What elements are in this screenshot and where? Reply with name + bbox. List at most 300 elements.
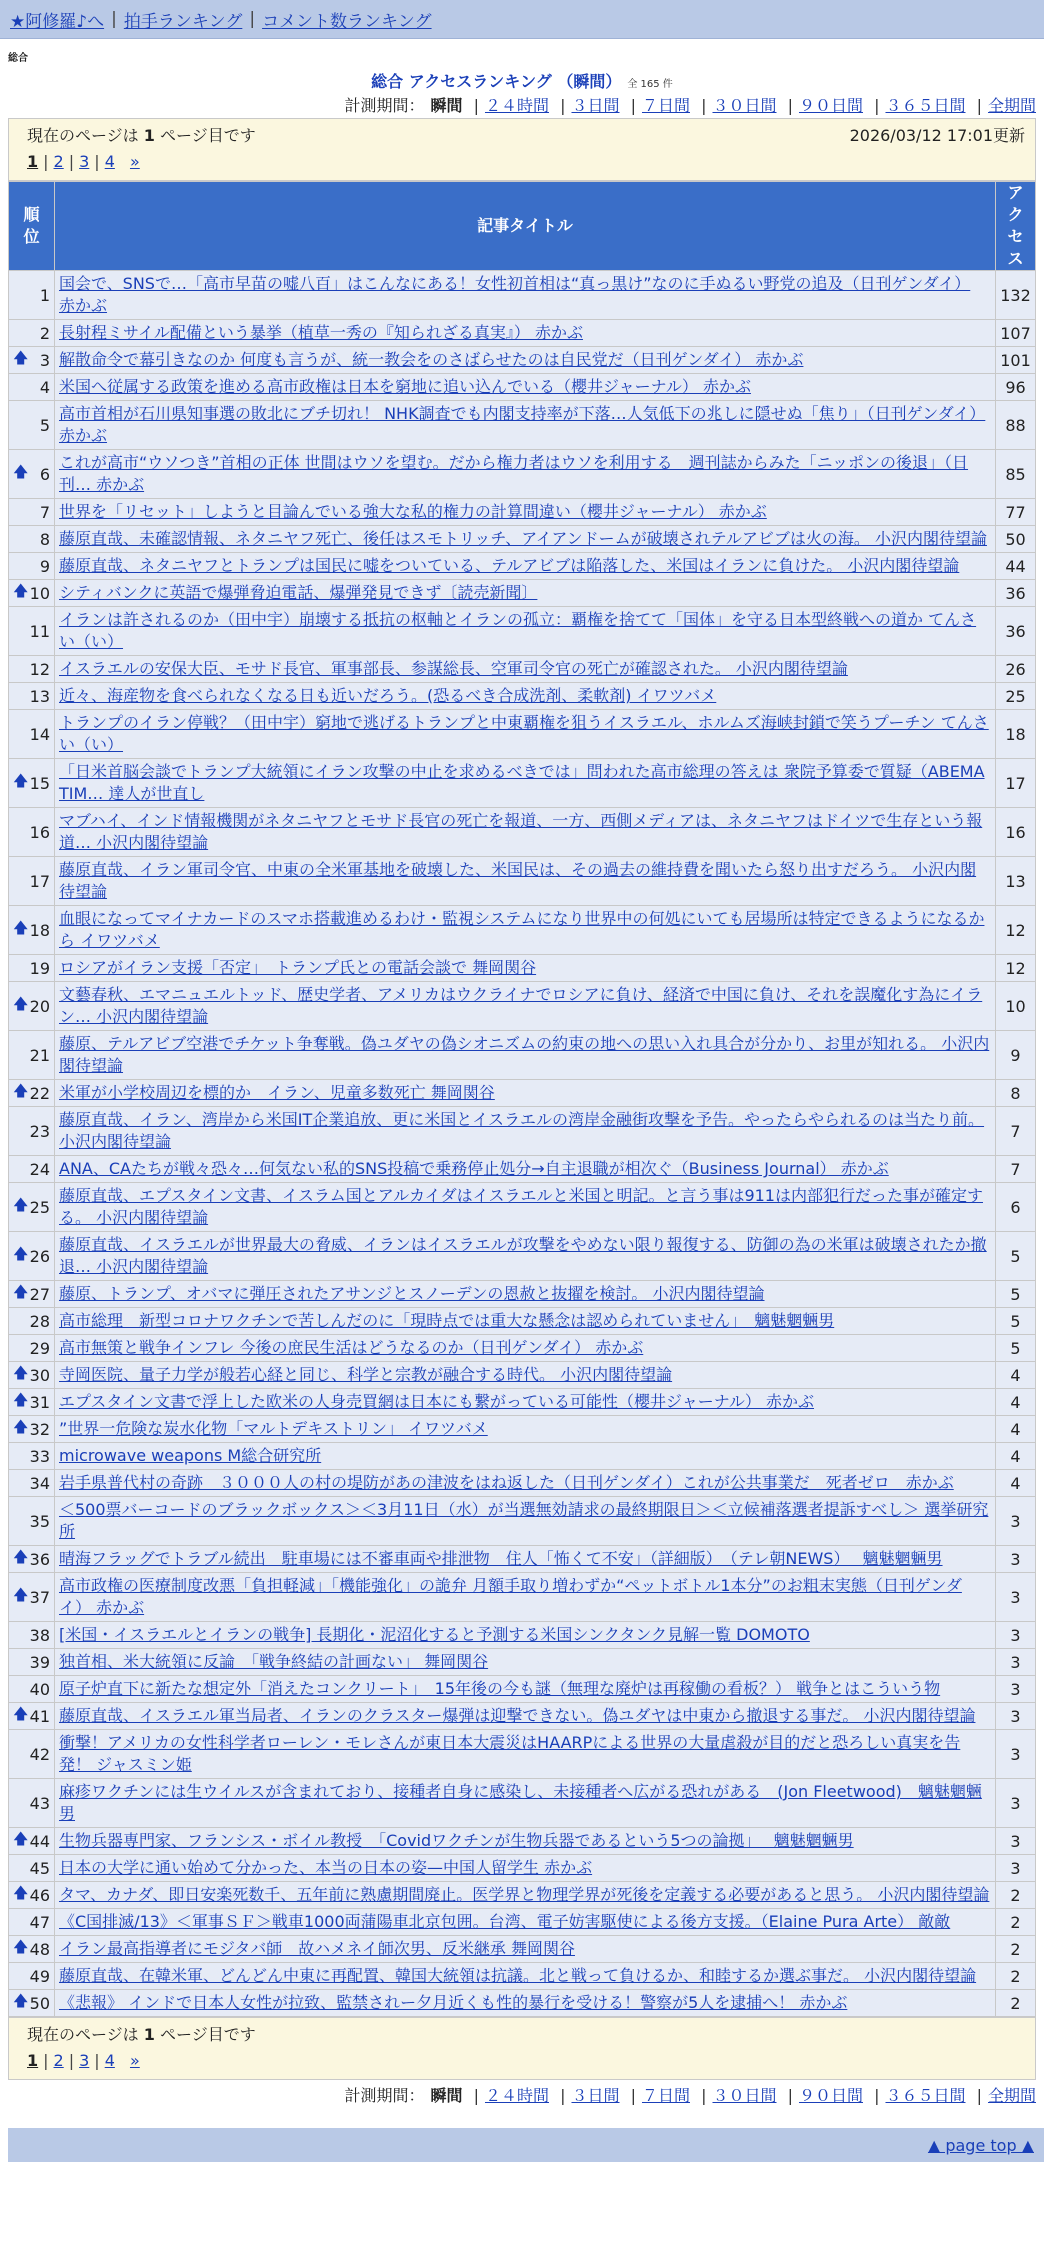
article-title-link[interactable]: 解散命令で幕引きなのか 何度も言うが、統一教会をのさばらせたのは自民党だ（日刊ゲンダイ） 赤かぶ [59,350,804,369]
title-cell [55,857,996,906]
title-cell [55,1156,996,1183]
rank-number: 30 [29,1365,50,1385]
title-cell [55,526,996,553]
up-arrow-icon: 🡅 [13,581,29,600]
rank-number: 32 [29,1419,50,1439]
rank-cell [9,1622,55,1649]
article-title-link[interactable]: 藤原、テルアビブ空港でチケット争奪戦。偽ユダヤの偽シオニズムの約束の地への思い入れ具合が分かり、お里が知れる。 小沢内閣待望論 [59,1034,990,1075]
rank-number: 46 [29,1885,50,1905]
access-count: 2 [996,1936,1036,1963]
table-row [9,906,1036,955]
page-links-bottom: 1 | 2 | 3 | 4 » [27,2051,140,2070]
article-title-link[interactable]: 麻疹ワクチンには生ウイルスが含まれており、接種者自身に感染し、未接種者へ広がる恐れがある (Jon Fleetwood) 魑魅魍魎男 [59,1782,982,1823]
ranking-title: 総合 アクセスランキング （瞬間） [371,72,622,91]
table-row [9,1416,1036,1443]
rank-cell [9,955,55,982]
rank-number: 50 [29,1993,50,2013]
rank-number: 9 [39,556,50,576]
period-option-90d[interactable]: ９０日間 [798,2086,863,2105]
title-cell [55,1232,996,1281]
page-link-2[interactable]: 2 [53,152,64,171]
table-row [9,1936,1036,1963]
article-title-link[interactable]: 高市総理 新型コロナワクチンで苦しんだのに「現時点では重大な懸念は認められていません」 魑魅魍魎男 [59,1311,835,1330]
rank-number: 49 [29,1966,50,1986]
article-title-link[interactable]: マブハイ、インド情報機関がネタニヤフとモサド長官の死亡を報道、一方、西側メディアは、ネタニヤフはドイツで生存という報道… 小沢内閣待望論 [59,811,983,852]
article-title-link[interactable]: 長射程ミサイル配備という暴挙（植草一秀の『知られざる真実』） 赤かぶ [59,323,583,342]
period-option-365d[interactable]: ３６５日間 [885,96,966,115]
nav-separator: | [111,9,117,29]
rank-cell [9,808,55,857]
access-count: 10 [996,982,1036,1031]
rank-cell [9,580,55,607]
table-row [9,857,1036,906]
rank-cell [9,857,55,906]
rank-cell [9,1497,55,1546]
article-title-link[interactable]: 藤原直哉、エプスタイン文書、イスラム国とアルカイダはイスラエルと米国と明記。と言う事は911は内部犯行だった事が確定する。 小沢内閣待望論 [59,1186,983,1227]
rank-number: 19 [29,958,50,978]
rank-number: 41 [29,1706,50,1726]
article-title-link[interactable]: ロシアがイラン支援「否定」 トランプ氏との電話会談で 舞岡関谷 [59,958,537,977]
rank-cell [9,1443,55,1470]
up-arrow-icon: 🡅 [13,1883,29,1902]
title-cell [55,1936,996,1963]
rank-cell [9,401,55,450]
up-arrow-icon: 🡅 [13,1937,29,1956]
title-cell [55,1779,996,1828]
period-current: 瞬間 [430,96,463,115]
title-cell [55,1107,996,1156]
rank-number: 24 [29,1159,50,1179]
title-cell [55,1443,996,1470]
page-status: 現在のページは 1 ページ目です [27,126,256,145]
article-title-link[interactable]: シティバンクに英語で爆弾脅迫電話、爆弾発見できず〔読売新聞〕 [59,583,538,602]
footer-bar [8,2128,1044,2162]
page-status-bottom: 現在のページは 1 ページ目です [27,2025,256,2044]
table-row [9,1882,1036,1909]
table-row [9,1963,1036,1990]
rank-number: 20 [29,996,50,1016]
page-link-4[interactable]: 4 [104,152,115,171]
article-title-link[interactable]: 藤原直哉、イラン軍司令官、中東の全米軍基地を破壊した、米国民は、その過去の維持費を聞いたら怒り出すだろう。 小沢内閣待望論 [59,860,977,901]
rank-cell [9,499,55,526]
article-title-link[interactable]: エプスタイン文書で浮上した欧米の人身売買網は日本にも繋がっている可能性（櫻井ジャーナル） 赤かぶ [59,1392,815,1411]
page-link-2[interactable]: 2 [53,2051,64,2070]
page-links: 1 | 2 | 3 | 4 » [27,152,140,171]
access-count: 3 [996,1703,1036,1730]
rank-cell [9,320,55,347]
rank-number: 1 [39,285,50,305]
access-count: 3 [996,1828,1036,1855]
article-title-link[interactable]: ＜500票バーコードのブラックボックス＞＜3月11日（水）が当選無効請求の最終期限日＞＜立候補落選者提訴すべし＞ 選挙研究所 [59,1500,989,1541]
rank-number: 31 [29,1392,50,1412]
access-count: 44 [996,553,1036,580]
rank-cell [9,1649,55,1676]
page-link-4[interactable]: 4 [104,2051,115,2070]
title-cell [55,1990,996,2017]
title-cell [55,906,996,955]
table-row [9,1281,1036,1308]
category-label: 総合 [8,53,28,64]
period-option-24h[interactable]: ２４時間 [484,2086,549,2105]
article-title-link[interactable]: 高市無策と戦争インフレ 今後の庶民生活はどうなるのか（日刊ゲンダイ） 赤かぶ [59,1338,644,1357]
period-option-all[interactable]: 全期間 [987,96,1036,115]
table-row [9,553,1036,580]
title-cell [55,1676,996,1703]
period-option-7d[interactable]: ７日間 [641,96,690,115]
access-count: 4 [996,1443,1036,1470]
access-count: 132 [996,271,1036,320]
table-row [9,1232,1036,1281]
table-row [9,1080,1036,1107]
rank-cell [9,347,55,374]
table-row [9,1470,1036,1497]
period-option-all[interactable]: 全期間 [987,2086,1036,2105]
table-row [9,1730,1036,1779]
table-row [9,955,1036,982]
rank-cell [9,1730,55,1779]
article-title-link[interactable]: 文藝春秋、エマニュエルトッド、歴史学者、アメリカはウクライナでロシアに負け、経済で中国に負け、それを誤魔化す為にイラン… 小沢内閣待望論 [59,985,983,1026]
rank-number: 3 [39,350,50,370]
period-option-3d[interactable]: ３日間 [571,96,620,115]
rank-cell [9,1546,55,1573]
article-title-link[interactable]: 藤原、トランプ、オバマに弾圧されたアサンジとスノーデンの恩赦と抜擢を検討。 小沢内閣待望論 [59,1284,765,1303]
title-cell [55,1730,996,1779]
title-cell [55,1703,996,1730]
rank-number: 43 [29,1793,50,1813]
rank-cell [9,759,55,808]
title-cell [55,499,996,526]
article-title-link[interactable]: 世界を「リセット」しようと目論んでいる強大な私的権力の計算間違い（櫻井ジャーナル） 赤かぶ [59,502,767,521]
nav-separator: | [249,9,256,29]
article-title-link[interactable]: トランプのイラン停戦？（田中宇）窮地で逃げるトランプと中東覇権を狙うイスラエル、ホルムズ海峡封鎖で笑うプーチン てんさい（い） [59,713,989,754]
rank-number: 21 [29,1045,50,1065]
article-title-link[interactable]: 「日米首脳会談でトランプ大統領にイラン攻撃の中止を求めるべきでは」問われた高市総理の答えは 衆院予算委で質疑（ABEMA TIM… 達人が世直し [59,762,985,803]
rank-number: 37 [29,1587,50,1607]
article-title-link[interactable]: 《悲報》 インドで日本人女性が拉致、監禁されー夕月近くも性的暴行を受ける！警察が5人を逮捕へ！ 赤かぶ [59,1993,848,2012]
rank-number: 6 [39,464,50,484]
title-cell [55,1622,996,1649]
article-title-link[interactable]: 藤原直哉、イスラエル軍当局者、イランのクラスター爆弾は迎撃できない。偽ユダヤは中東から撤退する事だ。 小沢内閣待望論 [59,1706,976,1725]
rank-cell [9,1183,55,1232]
up-arrow-icon: 🡅 [13,1417,29,1436]
period-option-24h[interactable]: ２４時間 [484,96,549,115]
rank-cell [9,271,55,320]
access-count: 3 [996,1730,1036,1779]
article-title-link[interactable]: [米国・イスラエルとイランの戦争] 長期化・泥沼化すると予測する米国シンクタンク見解一覧 DOMOTO [59,1625,810,1644]
rank-number: 2 [39,323,50,343]
rank-cell [9,1031,55,1080]
table-row [9,1573,1036,1622]
rank-cell [9,1703,55,1730]
access-count: 4 [996,1362,1036,1389]
rank-number: 47 [29,1912,50,1932]
rank-cell [9,1990,55,2017]
title-cell [55,271,996,320]
access-count: 4 [996,1470,1036,1497]
article-title-link[interactable]: 米軍が小学校周辺を標的か イラン、児童多数死亡 舞岡関谷 [59,1083,495,1102]
up-arrow-icon: 🡅 [13,1390,29,1409]
access-count: 36 [996,607,1036,656]
table-row [9,1107,1036,1156]
table-row [9,401,1036,450]
nav-link-asyura-home[interactable]: ★阿修羅♪へ [10,11,105,32]
table-row [9,710,1036,759]
header-rank: 順位 [9,182,55,271]
rank-cell [9,607,55,656]
table-row [9,1855,1036,1882]
title-cell [55,1416,996,1443]
article-title-link[interactable]: 血眼になってマイナカードのスマホ搭載進めるわけ・監視システムになり世界中の何処にいても居場所は特定できるようになるから イワツバメ [59,909,985,950]
period-option-30d[interactable]: ３０日間 [712,96,777,115]
page-link-3[interactable]: 3 [79,152,90,171]
ranking-table [8,181,1036,2017]
pager-top [8,118,1036,181]
access-count: 7 [996,1107,1036,1156]
article-title-link[interactable]: 衝撃！アメリカの女性科学者ローレン・モレさんが東日本大震災はHAARPによる世界の大量虐殺が目的だと恐ろしい真実を告発！ ジャスミン姫 [59,1733,961,1774]
page-link-1[interactable]: 1 [27,2051,39,2070]
up-arrow-icon: 🡅 [13,1991,29,2010]
access-count: 8 [996,1080,1036,1107]
period-selector-top: 計測期間： 瞬間 | ２４時間 | ３日間 | ７日間 | ３０日間 | ９０日間 | ３６５日間 | 全期間 [344,96,1036,115]
up-arrow-icon: 🡅 [13,348,29,367]
up-arrow-icon: 🡅 [13,1704,29,1723]
access-count: 17 [996,759,1036,808]
rank-cell [9,1676,55,1703]
up-arrow-icon: 🡅 [13,1282,29,1301]
article-title-link[interactable]: 国会で、SNSで…「高市早苗の嘘八百」はこんなにある！女性初首相は“真っ黒け”なのに手ぬるい野党の追及（日刊ゲンダイ） 赤かぶ [59,274,971,315]
title-cell [55,710,996,759]
rank-number: 35 [29,1511,50,1531]
article-title-link[interactable]: 藤原直哉、ネタニヤフとトランプは国民に嘘をついている、テルアビブは陥落した、米国はイランに負けた。 小沢内閣待望論 [59,556,960,575]
title-cell [55,450,996,499]
access-count: 3 [996,1497,1036,1546]
page-link-next[interactable]: » [129,152,140,171]
article-title-link[interactable]: 藤原直哉、イラン、湾岸から米国IT企業追放、更に米国とイスラエルの湾岸金融街攻撃を予告。やったらやられるのは当たり前。 小沢内閣待望論 [59,1110,985,1151]
article-title-link[interactable]: タマ、カナダ、即日安楽死数千、五年前に熟慮期間廃止。医学界と物理学界が死後を定義する必要があると思う。 小沢内閣待望論 [59,1885,990,1904]
period-current: 瞬間 [430,2086,463,2105]
article-title-link[interactable]: ”世界一危険な炭水化物「マルトデキストリン」 イワツバメ [59,1419,488,1438]
period-option-30d[interactable]: ３０日間 [712,2086,777,2105]
title-cell [55,759,996,808]
article-title-link[interactable]: 藤原直哉、イスラエルが世界最大の脅威、イランはイスラエルが攻撃をやめない限り報復する、防御の為の米軍は破壊されたか撤退… 小沢内閣待望論 [59,1235,987,1276]
period-label: 計測期間： [344,96,425,115]
period-selector-bottom: 計測期間： 瞬間 | ２４時間 | ３日間 | ７日間 | ３０日間 | ９０日間 | ３６５日間 | 全期間 [344,2086,1036,2105]
top-nav-bar [0,0,1044,39]
access-count: 12 [996,955,1036,982]
rank-number: 8 [39,529,50,549]
ranking-heading [0,69,1044,92]
rank-number: 45 [29,1858,50,1878]
table-row [9,1990,1036,2017]
period-option-3d[interactable]: ３日間 [571,2086,620,2105]
rank-number: 36 [29,1549,50,1569]
access-count: 36 [996,580,1036,607]
article-title-link[interactable]: 藤原直哉、未確認情報、ネタニヤフ死亡、後任はスモトリッチ、アイアンドームが破壊されテルアビブは火の海。 小沢内閣待望論 [59,529,987,548]
table-row [9,1649,1036,1676]
rank-number: 25 [29,1197,50,1217]
article-title-link[interactable]: 米国へ従属する政策を進める高市政権は日本を窮地に追い込んでいる（櫻井ジャーナル） 赤かぶ [59,377,751,396]
access-count: 3 [996,1573,1036,1622]
article-title-link[interactable]: イランは許されるのか（田中宇）崩壊する抵抗の枢軸とイランの孤立：覇権を捨てて「国体」を守る日本型終戦への道か てんさい（い） [59,610,977,651]
table-row [9,526,1036,553]
rank-number: 4 [39,377,50,397]
rank-cell [9,1573,55,1622]
access-count: 3 [996,1622,1036,1649]
table-row [9,656,1036,683]
access-count: 13 [996,857,1036,906]
article-title-link[interactable]: 岩手県普代村の奇跡 ３０００人の村の堤防があの津波をはね返した（日刊ゲンダイ）これが公共事業だ 死者ゼロ 赤かぶ [59,1473,954,1492]
article-title-link[interactable]: 高市首相が石川県知事選の敗北にブチ切れ！ NHK調査でも内閣支持率が下落…人気低下の兆しに隠せぬ「焦り」（日刊ゲンダイ） 赤かぶ [59,404,986,445]
access-count: 96 [996,374,1036,401]
access-count: 88 [996,401,1036,450]
access-count: 50 [996,526,1036,553]
rank-number: 18 [29,920,50,940]
table-row [9,1362,1036,1389]
table-row [9,580,1036,607]
title-cell [55,401,996,450]
access-count: 25 [996,683,1036,710]
access-count: 5 [996,1281,1036,1308]
access-count: 9 [996,1031,1036,1080]
access-count: 5 [996,1308,1036,1335]
rank-cell [9,1362,55,1389]
rank-cell [9,1828,55,1855]
page-top-link[interactable]: ▲ page top ▲ [927,2135,1034,2155]
rank-number: 44 [29,1831,50,1851]
table-row [9,450,1036,499]
article-title-link[interactable]: 寺岡医院、量子力学が般若心経と同じ、科学と宗教が融合する時代。 小沢内閣待望論 [59,1365,673,1384]
rank-cell [9,710,55,759]
page-link-next[interactable]: » [129,2051,140,2070]
article-title-link[interactable]: 高市政権の医療制度改悪「負担軽減」「機能強化」の詭弁 月額手取り増わずか“ペットボトル1本分”のお粗末実態（日刊ゲンダイ） 赤かぶ [59,1576,962,1617]
rank-number: 29 [29,1338,50,1358]
article-title-link[interactable]: microwave weapons M総合研究所 [59,1446,322,1465]
table-row [9,320,1036,347]
access-count: 2 [996,1882,1036,1909]
table-row [9,1703,1036,1730]
access-count: 2 [996,1990,1036,2017]
article-title-link[interactable]: 日本の大学に通い始めて分かった、本当の日本の姿—中国人留学生 赤かぶ [59,1858,593,1877]
title-cell [55,1031,996,1080]
period-option-90d[interactable]: ９０日間 [798,96,863,115]
table-row [9,1389,1036,1416]
article-title-link[interactable]: 近々、海産物を食べられなくなる日も近いだろう。(恐るべき合成洗剤、柔軟剤) イワツバメ [59,686,717,705]
rank-number: 42 [29,1744,50,1764]
rank-cell [9,1882,55,1909]
table-row [9,1031,1036,1080]
table-row [9,1335,1036,1362]
table-header-row [9,182,1036,271]
article-title-link[interactable]: 独首相、米大統領に反論 「戦争終結の計画ない」 舞岡関谷 [59,1652,489,1671]
rank-cell [9,1080,55,1107]
period-option-7d[interactable]: ７日間 [641,2086,690,2105]
access-count: 3 [996,1855,1036,1882]
table-row [9,683,1036,710]
table-row [9,1183,1036,1232]
up-arrow-icon: 🡅 [13,462,29,481]
period-label: 計測期間： [344,2086,425,2105]
up-arrow-icon: 🡅 [13,771,29,790]
access-count: 3 [996,1676,1036,1703]
rank-number: 38 [29,1625,50,1645]
access-count: 4 [996,1389,1036,1416]
rank-cell [9,683,55,710]
table-row [9,347,1036,374]
rank-number: 7 [39,502,50,522]
title-cell [55,607,996,656]
nav-link-comment-ranking[interactable]: コメント数ランキング [262,11,432,32]
title-cell [55,1828,996,1855]
access-count: 3 [996,1546,1036,1573]
access-count: 3 [996,1649,1036,1676]
article-title-link[interactable]: 生物兵器専門家、フランシス・ボイル教授 「Covidワクチンが生物兵器であるという5つの論拠」 魑魅魍魎男 [59,1831,854,1850]
access-count: 6 [996,1183,1036,1232]
page-link-3[interactable]: 3 [79,2051,90,2070]
table-row [9,271,1036,320]
article-title-link[interactable]: 晴海フラッグでトラブル続出 駐車場には不審車両や排泄物 住人「怖くて不安」（詳細版） （テレ朝NEWS） 魑魅魍魎男 [59,1549,943,1568]
title-cell [55,955,996,982]
table-row [9,1622,1036,1649]
rank-cell [9,1335,55,1362]
rank-cell [9,526,55,553]
rank-cell [9,1416,55,1443]
title-cell [55,1546,996,1573]
table-row [9,1909,1036,1936]
rank-cell [9,1855,55,1882]
title-cell [55,1909,996,1936]
table-row [9,607,1036,656]
rank-cell [9,1308,55,1335]
access-count: 2 [996,1909,1036,1936]
article-title-link[interactable]: 原子炉直下に新たな想定外「消えたコンクリート」 15年後の今も謎（無理な廃炉は再稼働の看板？） 戦争とはこういう物 [59,1679,941,1698]
article-title-link[interactable]: ANA、CAたちが戦々恐々…何気ない私的SNS投稿で乗務停止処分→自主退職が相次ぐ（Business Journal） 赤かぶ [59,1159,889,1178]
table-row [9,1676,1036,1703]
up-arrow-icon: 🡅 [13,1244,29,1263]
rank-number: 11 [29,621,50,641]
table-row [9,982,1036,1031]
rank-cell [9,656,55,683]
rank-cell [9,1909,55,1936]
header-title: 記事タイトル [55,182,996,271]
rank-number: 48 [29,1939,50,1959]
table-row [9,499,1036,526]
article-title-link[interactable]: 《C国排滅/13》＜軍事ＳＦ＞戦車1000両蒲陽車北京包囲。台湾、電子妨害駆使による後方支援。（Elaine Pura Arte） 敵敵 [59,1912,951,1931]
title-cell [55,1573,996,1622]
article-title-link[interactable]: イラン最高指導者にモジタバ師 故ハメネイ師次男、反米継承 舞岡関谷 [59,1939,575,1958]
article-title-link[interactable]: 藤原直哉、在韓米軍、どんどん中東に再配置、韓国大統領は抗議。北と戦って負けるか、和睦するか選ぶ事だ。 小沢内閣待望論 [59,1966,977,1985]
table-row [9,1156,1036,1183]
period-option-365d[interactable]: ３６５日間 [885,2086,966,2105]
page-link-1[interactable]: 1 [27,152,39,171]
access-count: 26 [996,656,1036,683]
access-count: 77 [996,499,1036,526]
title-cell [55,347,996,374]
article-title-link[interactable]: これが高市“ウソつき”首相の正体 世間はウソを望む。だから権力者はウソを利用する 週刊誌からみた「ニッポンの後退」（日刊… 赤かぶ [59,453,969,494]
rank-cell [9,1779,55,1828]
up-arrow-icon: 🡅 [13,1081,29,1100]
title-cell [55,1335,996,1362]
title-cell [55,683,996,710]
pager-bottom [8,2017,1036,2080]
rank-number: 26 [29,1246,50,1266]
article-title-link[interactable]: イスラエルの安保大臣、モサド長官、軍事部長、参謀総長、空軍司令官の死亡が確認された。 小沢内閣待望論 [59,659,848,678]
table-row [9,1497,1036,1546]
title-cell [55,1963,996,1990]
nav-link-applause-ranking[interactable]: 拍手ランキング [123,11,243,32]
title-cell [55,656,996,683]
title-cell [55,808,996,857]
table-row [9,1546,1036,1573]
